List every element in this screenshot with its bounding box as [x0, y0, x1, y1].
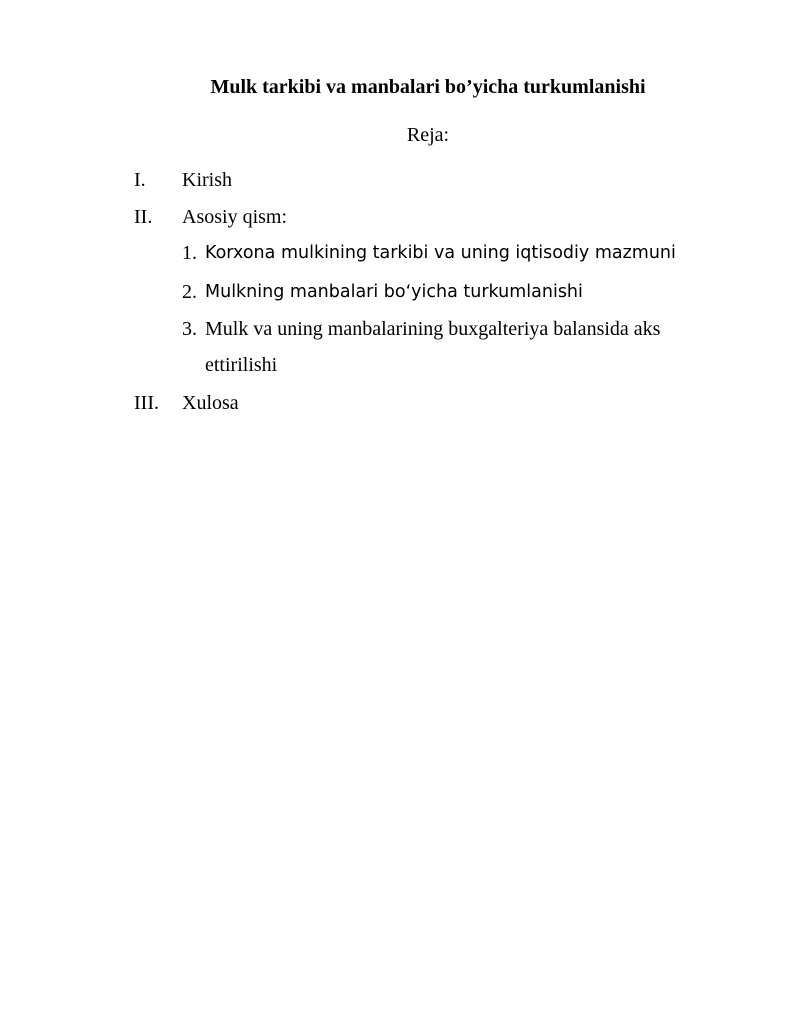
subitem-label-2: Mulkning manbalari boʻyicha turkumlanishi [205, 282, 583, 302]
section-numeral-2: II. [134, 206, 153, 228]
subitem-label-3-line1: Mulk va uning manbalarining buxgalteriya balansida aks [205, 318, 661, 340]
subitem-label-3-line2: ettirilishi [205, 354, 278, 376]
section-label-3: Xulosa [182, 392, 239, 414]
subitem-number-2: 2. [182, 281, 197, 303]
subitem-label-1: Korxona mulkining tarkibi va uning iqtisodiy mazmuni [205, 243, 676, 263]
document-title: Mulk tarkibi va manbalari bo’yicha turkumlanishi [210, 76, 646, 98]
subitem-number-3: 3. [182, 318, 197, 340]
plan-heading: Reja: [406, 124, 450, 146]
section-label-2: Asosiy qism: [182, 206, 288, 228]
section-label-1: Kirish [182, 169, 232, 191]
section-numeral-1: I. [134, 169, 146, 191]
section-numeral-3: III. [134, 392, 159, 414]
subitem-number-1: 1. [182, 242, 197, 264]
